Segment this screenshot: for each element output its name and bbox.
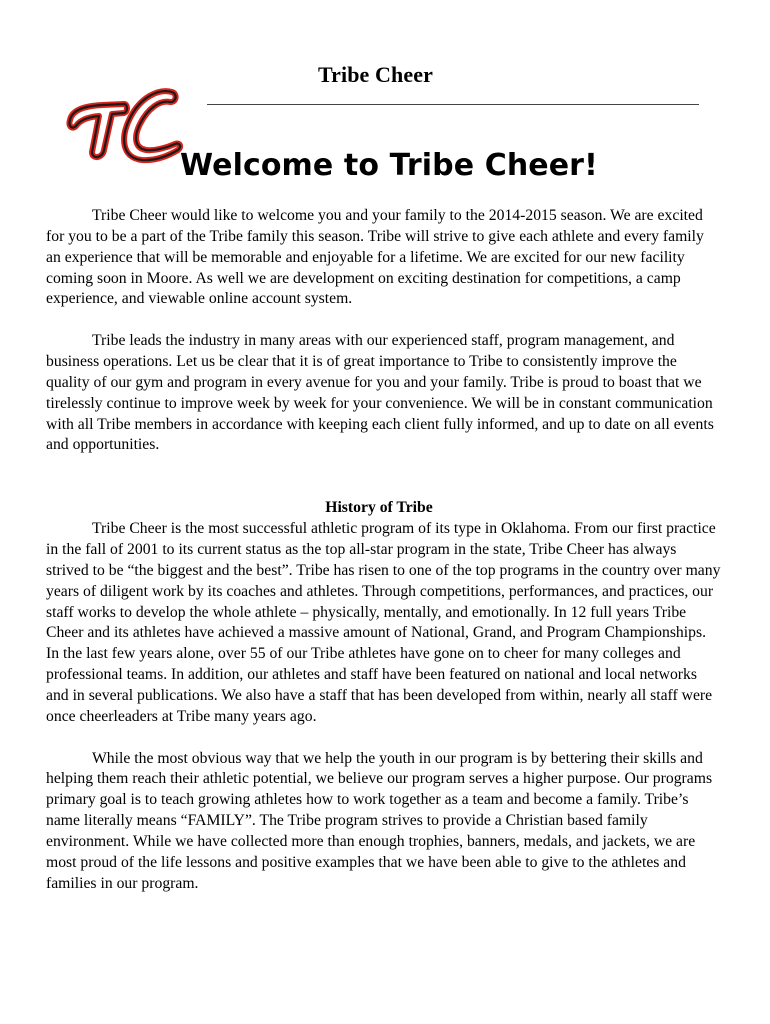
logo-outline bbox=[69, 91, 180, 160]
header-title: Tribe Cheer bbox=[318, 62, 433, 87]
intro-paragraph-1: Tribe Cheer would like to welcome you and your family to the 2014-2015 season. We are excited for you to be a part of the Tribe family this season. Tribe will strive to give each athlete and every family an experience that will be memorable and enjoyable for a lifetime. We are excited for our new facility coming soon in Moore. As well we are development on exciting destination for competitions, a camp experience, and viewable online account system. bbox=[46, 207, 704, 308]
intro-paragraph-2: Tribe leads the industry in many areas with our experienced staff, program management, and business operations. Let us be clear that it is of great importance to Tribe to consistently improve the quality of our gym and program in every avenue for you and your family. Tribe is proud to boast that we tirelessly continue to improve week by week for your convenience. We will be in constant communication with all Tribe members in accordance with keeping each client fully informed, and up to date on all events and opportunities. bbox=[46, 332, 714, 454]
history-paragraph-1: Tribe Cheer is the most successful athletic program of its type in Oklahoma. From our first practice in the fall of 2001 to its current status as the top all-star program in the state, Tribe Cheer has always strived to be “the biggest and the best”. Tribe has risen to one of the top programs in the country over many years of diligent work by its coaches and athletes. Through competitions, performances, and practices, our staff works to develop the whole athlete – physically, mentally, and emotionally. In 12 full years Tribe Cheer and its athletes have achieved a massive amount of National, Grand, and Program Championships. In the last few years alone, over 55 of our Tribe athletes have gone on to cheer for many colleges and professional teams. In addition, our athletes and staff have been featured on national and local networks and in several publications. We also have a staff that has been developed from within, nearly all staff were once cheerleaders at Tribe many years ago. bbox=[46, 520, 721, 725]
page-title: Welcome to Tribe Cheer! bbox=[180, 148, 598, 183]
tribe-cheer-logo-icon bbox=[62, 80, 190, 170]
header-divider bbox=[207, 104, 699, 105]
letter-body bbox=[46, 206, 722, 894]
history-heading: History of Tribe bbox=[325, 499, 433, 517]
history-paragraph-2: While the most obvious way that we help the youth in our program is by bettering their skills and helping them reach their athletic potential, we believe our program serves a higher purpose. Our programs primary goal is to teach growing athletes how to work together as a team and become a family. Tribe’s name literally means “FAMILY”. The Tribe program strives to provide a Christian based family environment. While we have collected more than enough trophies, banners, medals, and jackets, we are most proud of the life lessons and positive examples that we have been able to give to the athletes and families in our program. bbox=[46, 749, 713, 892]
